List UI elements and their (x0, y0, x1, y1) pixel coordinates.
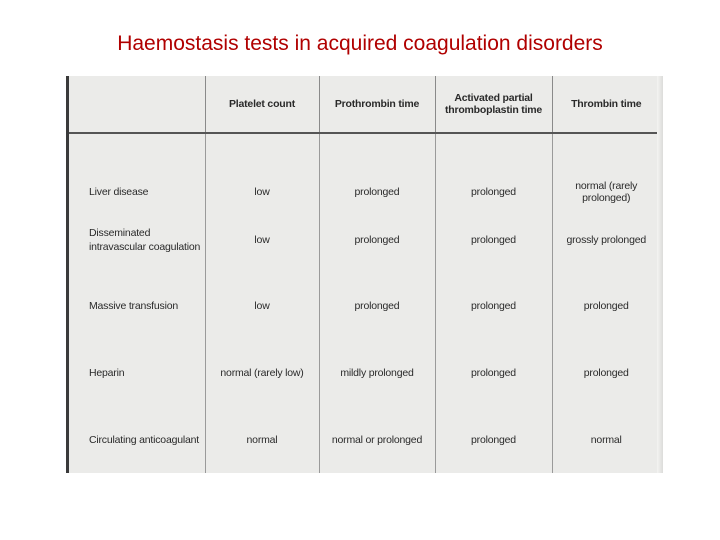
table-cell: normal (rarely low) (205, 340, 319, 407)
column-header-empty (69, 76, 205, 133)
table-cell: normal (rarely prolonged) (552, 177, 660, 206)
column-header-platelet-count: Platelet count (205, 76, 319, 133)
slide-title: Haemostasis tests in acquired coagulation disorders (117, 32, 603, 55)
table-row (69, 406, 660, 473)
row-label: Disseminated intravascular coagulation (89, 226, 201, 253)
table-cell: prolonged (435, 206, 552, 273)
table-cell: prolonged (435, 340, 552, 407)
table-cell: low (205, 177, 319, 206)
table-cell: grossly prolonged (552, 206, 660, 273)
column-header-aptt: Activated partial thromboplastin time (435, 76, 552, 133)
table-cell: normal (552, 406, 660, 473)
table-cell: mildly prolonged (319, 340, 435, 407)
table-cell: prolonged (552, 340, 660, 407)
table-spacer-row (69, 133, 660, 177)
row-label: Heparin (89, 366, 125, 379)
scanned-table-image (66, 76, 663, 473)
column-header-prothrombin-time: Prothrombin time (319, 76, 435, 133)
table-row (69, 177, 660, 206)
coagulation-table (69, 76, 660, 473)
table-cell: prolonged (319, 273, 435, 340)
table-row (69, 206, 660, 273)
table-cell: prolonged (319, 206, 435, 273)
table-cell: prolonged (552, 273, 660, 340)
row-label: Liver disease (89, 185, 149, 198)
table-cell: prolonged (319, 177, 435, 206)
row-label: Massive transfusion (89, 300, 178, 313)
table-row (69, 273, 660, 340)
table-cell: prolonged (435, 177, 552, 206)
table-cell: low (205, 206, 319, 273)
row-label: Circulating anticoagulant (89, 433, 199, 446)
table-cell: low (205, 273, 319, 340)
column-header-thrombin-time: Thrombin time (552, 76, 660, 133)
table-cell: normal or prolonged (319, 406, 435, 473)
table-header-row (69, 76, 660, 133)
table-cell: prolonged (435, 273, 552, 340)
scan-edge (657, 76, 663, 473)
table-cell: prolonged (435, 406, 552, 473)
table-row (69, 340, 660, 407)
table-cell: normal (205, 406, 319, 473)
